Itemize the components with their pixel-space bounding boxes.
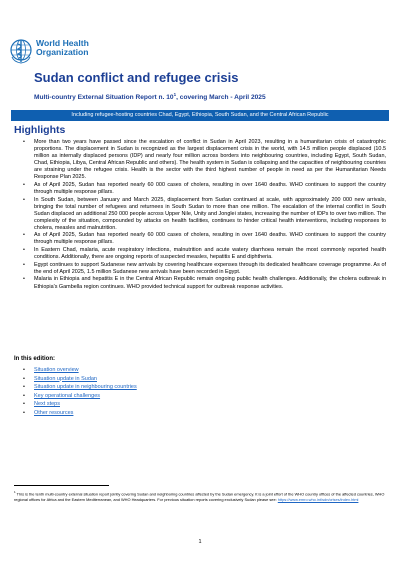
highlight-item: [14, 139, 386, 181]
who-logo: [9, 38, 129, 66]
toc-link-sudan-update[interactable]: Situation update in Sudan: [34, 375, 97, 382]
footnote-text: This is the tenth multi-country external situation report jointly covering Sudan and neighboring countries affected by the Sudan emergency. It is a joint effort of the WHO country offices of the affected countries, WHO regional offices for Africa and the Eastern Mediterranean, and WHO Headquarters. For previous situation reports covering exclusively Sudan please see:: [14, 491, 385, 502]
who-emblem-icon: [9, 38, 33, 64]
bullet-icon: •: [23, 392, 25, 399]
toc-link-other-resources[interactable]: Other resources: [34, 409, 74, 416]
bullet-icon: •: [23, 247, 25, 254]
toc-link-neighbouring-update[interactable]: Situation update in neighbouring countries: [34, 384, 137, 391]
toc-item: [14, 375, 214, 384]
edition-toc: [14, 366, 214, 418]
bullet-icon: •: [23, 261, 25, 268]
org-name-line2: Organization: [36, 47, 89, 58]
highlight-item: [14, 182, 386, 196]
highlight-text: More than two years have passed since the escalation of conflict in Sudan in April 2023, resulting in a humanitarian crisis of catastrophic proportions. The displacement in Sudan is recognized as the largest displacement crisis in the world, with 14.5 million people displaced (10.5 million as internally displaced persons (IDP) and nearly four million across borders into neighbouring countries, including Egypt, South Sudan, Chad, Ethiopia, Libya, Central African Republic and others). The health system in Sudan is collapsing and the capacities of neighbouring countries are straining under the refugee crisis. Health is the sector with the third highest number of people in need as per the Humanitarian Needs Response Plan 2025.: [34, 139, 386, 181]
toc-item: [14, 409, 214, 418]
highlight-item: [14, 247, 386, 261]
highlight-text: As of April 2025, Sudan has reported nearly 60 000 cases of cholera, resulting in over 1640 deaths. WHO continues to support the country through multiple response pillars.: [34, 181, 386, 195]
highlight-item: [14, 262, 386, 276]
report-subtitle: [34, 92, 266, 101]
toc-item: [14, 366, 214, 375]
highlight-text: Egypt continues to support Sudanese new arrivals by covering healthcare expenses through its dedicated healthcare coverage programme. As of the end of April 2025, 1.5 million Sudanese new arrivals have been recorded in Egypt.: [34, 261, 386, 275]
org-name: [36, 39, 131, 58]
toc-item: [14, 392, 214, 401]
subtitle-main: Multi-country External Situation Report n. 10: [34, 94, 174, 102]
bullet-icon: •: [23, 196, 25, 203]
highlight-text: In Eastern Chad, malaria, acute respiratory infections, malnutrition and acute watery diarrhoea remain the most commonly reported health conditions. Additionally, there are ongoing reports of suspected measles, hepatitis E and diphtheria.: [34, 247, 386, 261]
bullet-icon: •: [23, 375, 25, 382]
toc-item: [14, 400, 214, 409]
bullet-icon: •: [23, 181, 25, 188]
countries-banner: Including refugee-hosting countries Chad, Egypt, Ethiopia, South Sudan, and the Central African Republic: [11, 110, 389, 121]
bullet-icon: •: [23, 409, 25, 416]
bullet-icon: •: [23, 367, 25, 373]
toc-link-operational-challenges[interactable]: Key operational challenges: [34, 392, 101, 399]
footnote-link[interactable]: https://www.emro.who.int/sdn/crises/index.html: [277, 496, 359, 502]
toc-link-next-steps[interactable]: Next steps: [34, 401, 60, 408]
footnote-divider: [14, 485, 109, 486]
page-number: 1: [198, 539, 202, 545]
bullet-icon: •: [23, 232, 25, 239]
highlight-text: Malaria in Ethiopia and hepatitis E in the Central African Republic remain ongoing public health challenges. Additionally, the cholera outbreak in Ethiopia's Gambella region continues. WHO provided technical support for outbreak response activities.: [34, 276, 386, 290]
highlight-item: [14, 197, 386, 232]
toc-item: [14, 383, 214, 392]
footnote-marker: 1: [14, 490, 16, 494]
bullet-icon: •: [23, 384, 25, 391]
org-name-line1: World Health: [36, 38, 89, 48]
bullet-icon: •: [23, 276, 25, 283]
bullet-icon: •: [23, 139, 25, 145]
report-title: Sudan conflict and refugee crisis: [34, 70, 239, 85]
bullet-icon: •: [23, 401, 25, 408]
toc-link-situation-overview[interactable]: Situation overview: [34, 367, 79, 373]
highlights-list: [14, 139, 386, 291]
highlight-text: In South Sudan, between January and March 2025, displacement from Sudan continued at scale, with approximately 200 000 new arrivals, bringing the total number of refugees and returnees in South Sudan to more than one million. The escalation of the internal conflict in South Sudan displaced an additional 250 000 people across Upper Nile, Unity and Jonglei states, increasing the number of IDPs to over two million. The complexity of the situation, compounded by attacks on health facilities, continues to hinder critical health interventions, including responses to cholera, measles and malnutrition.: [34, 196, 386, 231]
highlights-heading: Highlights: [14, 124, 66, 136]
footnote: [14, 490, 386, 502]
highlight-text: As of April 2025, Sudan has reported nearly 60 000 cases of cholera, resulting in over 1640 deaths. WHO continues to support the country through multiple response pillars.: [34, 232, 386, 246]
highlight-item: [14, 232, 386, 246]
subtitle-footnote-marker: 1: [173, 92, 177, 97]
subtitle-period: , covering March - April 2025: [176, 94, 266, 102]
edition-heading: In this edition:: [14, 356, 55, 362]
highlight-item: [14, 276, 386, 290]
